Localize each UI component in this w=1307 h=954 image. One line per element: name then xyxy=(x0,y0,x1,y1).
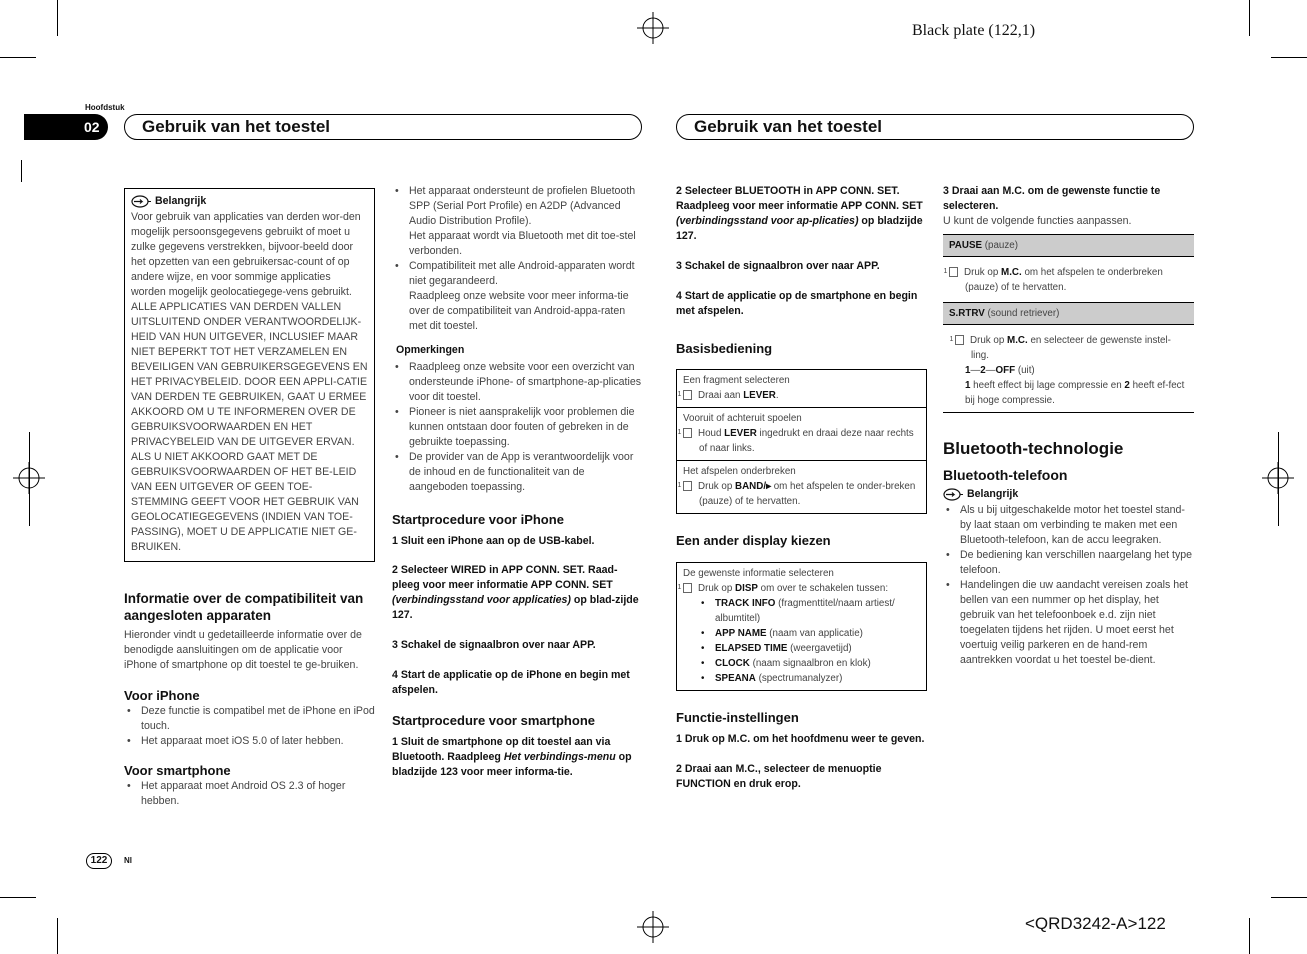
page-number: 122 xyxy=(86,853,112,869)
registration-mark-icon xyxy=(13,462,45,494)
option-key: 2 xyxy=(980,365,986,376)
list-item: • Raadpleeg onze website voor een overzicht van ondersteunde iPhone- of smartphone-ap-plicaties voor dit toestel. xyxy=(392,360,643,405)
step-number-icon: 1 xyxy=(683,481,692,491)
important-label: Belangrijk xyxy=(155,195,207,207)
row-text-part: Druk op xyxy=(698,481,736,492)
pause-row-header xyxy=(943,234,1194,257)
registration-mark-icon xyxy=(637,911,669,943)
step-3: 3 Draai aan M.C. om de gewenste functie te selecteren. xyxy=(943,185,1161,212)
row-title: Het afspelen onderbreken xyxy=(683,466,796,477)
func-desc: (pauze) xyxy=(982,240,1018,251)
column-4 xyxy=(943,184,1194,668)
plate-label: Black plate (122,1) xyxy=(912,22,1036,39)
option-desc: (uit) xyxy=(1015,365,1035,376)
step-1: 1 Sluit een iPhone aan op de USB-kabel. xyxy=(392,535,595,547)
important-text: Voor gebruik van applicaties van derden wor-den mogelijk persoonsgegevens gebruikt of moet u zulke gegevens verstrekken, bijvoor-beeld door het opzetten van een gebruikersac-count of op andere wijze, en voor sommige applicaties worden mogelijk geolocatiegege-vens gebruikt. xyxy=(131,211,361,298)
crop-mark xyxy=(1249,918,1250,954)
list-item xyxy=(392,259,643,334)
step-3: 3 Schakel de signaalbron over naar APP. xyxy=(676,260,880,272)
list-item xyxy=(699,656,920,671)
list-item-text: Het apparaat ondersteunt de profielen Bluetooth SPP (Serial Port Profile) en A2DP (Advanced Audio Distribution Profile). xyxy=(409,185,636,227)
compat-heading: Informatie over de compatibiliteit van aangesloten apparaten xyxy=(124,591,364,623)
option-key: CLOCK xyxy=(715,658,750,669)
row-text xyxy=(677,388,920,403)
list-item-text: Raadpleeg onze website voor meer informa-tie over de compatibiliteit van Android-appa-raten met dit toestel. xyxy=(409,290,629,332)
func-step-2: 2 Draai aan M.C., selecteer de menuoptie FUNCTION en druk erop. xyxy=(676,763,882,790)
important-box xyxy=(124,188,375,562)
step-number-icon: 1 xyxy=(683,583,692,593)
row-text xyxy=(677,426,920,456)
row-text-part: ingedrukt en draai deze naar rechts of naar links. xyxy=(699,428,914,454)
smartphone-list xyxy=(124,779,375,809)
step-text: 2 Selecteer WIRED in APP CONN. SET. Raad-pleeg voor meer informatie APP CONN. SET xyxy=(392,564,618,591)
document-code: <QRD3242-A>122 xyxy=(1025,914,1166,933)
list-item: • Als u bij uitgeschakelde motor het toestel stand-by laat staan om verbinding te maken met een Bluetooth-telefoon, kan de accu leegraken. xyxy=(943,503,1194,548)
row-text-part: . xyxy=(775,390,779,401)
bt-phone-heading: Bluetooth-telefoon xyxy=(943,467,1068,483)
column-3 xyxy=(676,184,927,792)
step-3: 3 Schakel de signaalbron over naar APP. xyxy=(392,639,596,651)
func-step-1: 1 Druk op M.C. om het hoofdmenu weer te geven. xyxy=(676,733,925,745)
option-desc: (naam van applicatie) xyxy=(766,628,863,639)
pause-row-text xyxy=(943,257,1194,303)
crop-mark xyxy=(0,897,36,898)
row-text-part: Druk op xyxy=(970,335,1008,346)
crop-mark xyxy=(21,160,22,182)
option-key: ELAPSED TIME xyxy=(715,643,788,654)
list-item: • Het apparaat moet Android OS 2.3 of hoger hebben. xyxy=(124,779,375,809)
list-item: • Het apparaat moet iOS 5.0 of later hebben. xyxy=(124,734,375,749)
step-text: 2 Selecteer BLUETOOTH in APP CONN. SET. Raadpleeg voor meer informatie APP CONN. SET xyxy=(676,185,923,212)
list-item xyxy=(699,626,920,641)
option-desc: (spectrumanalyzer) xyxy=(755,673,843,684)
option-key: TRACK INFO xyxy=(715,598,776,609)
option-key: 1 xyxy=(965,380,971,391)
row-key: BAND/ xyxy=(735,481,767,492)
crop-mark xyxy=(0,57,36,58)
list-item: • De provider van de App is verantwoordelijk voor de inhoud en de functionaliteit van de aangeboden toepassing. xyxy=(392,450,643,495)
sp-step-1 xyxy=(392,735,643,780)
row-text xyxy=(677,581,920,596)
basis-table xyxy=(676,369,927,514)
row-text-part: Druk op xyxy=(964,267,1002,278)
registration-mark-icon xyxy=(637,12,669,44)
step-number-icon: 1 xyxy=(955,335,964,345)
step-text: 1 Sluit de smartphone op dit toestel aan via Bluetooth. Raadpleeg xyxy=(392,736,611,763)
step-text: op bladzijde 127. xyxy=(676,215,923,242)
func-key: S.RTRV xyxy=(949,308,985,319)
option-desc: (naam signaalbron en klok) xyxy=(749,658,871,669)
profile-list xyxy=(392,184,643,334)
step-4: 4 Start de applicatie op de iPhone en begin met afspelen. xyxy=(392,669,630,696)
bt-heading: Bluetooth-technologie xyxy=(943,439,1124,458)
display-heading: Een ander display kiezen xyxy=(676,533,831,548)
notes-heading: Opmerkingen xyxy=(396,344,465,356)
func-desc: (sound retriever) xyxy=(984,308,1060,319)
row-text-part: Houd xyxy=(698,428,725,439)
func-key: PAUSE xyxy=(949,240,983,251)
table-row xyxy=(677,460,926,513)
option-desc: heeft effect bij lage compressie en xyxy=(970,380,1125,391)
step-ref: (verbindingsstand voor ap-plicaties) xyxy=(676,215,859,227)
list-item xyxy=(699,641,920,656)
iphone-heading: Voor iPhone xyxy=(124,688,200,703)
step-number-icon: 1 xyxy=(683,390,692,400)
option-desc: (fragmenttitel/naam artiest/ albumtitel) xyxy=(715,598,895,624)
row-title: Een fragment selecteren xyxy=(683,375,790,386)
row-text-part: om het afspelen te onderbreken (pauze) of te hervatten. xyxy=(965,267,1163,293)
row-text-part: Draai aan xyxy=(698,390,744,401)
list-item: • Deze functie is compatibel met de iPhone en iPod touch. xyxy=(124,704,375,734)
step-text: op blad-zijde 127. xyxy=(392,594,639,621)
right-page-title: Gebruik van het toestel xyxy=(676,114,1194,140)
option-desc: heeft ef-fect bij hoge compressie. xyxy=(965,380,1185,406)
step-ref: Het verbindings-menu xyxy=(503,751,616,763)
row-title: Vooruit of achteruit spoelen xyxy=(683,413,802,424)
basis-heading: Basisbediening xyxy=(676,341,773,356)
row-key: LEVER xyxy=(724,428,757,439)
row-text-part: en selecteer de gewenste instel-ling. xyxy=(971,335,1171,361)
srtrv-options: 1—2—OFF (uit) xyxy=(965,365,1035,376)
row-text xyxy=(677,479,920,509)
iphone-list xyxy=(124,704,375,749)
step-text: op bladzijde 123 voor meer informa-tie. xyxy=(392,751,632,778)
important-header xyxy=(131,194,368,209)
row-key: DISP xyxy=(735,583,758,594)
table-row xyxy=(677,370,926,407)
srtrv-explain xyxy=(949,378,1188,408)
list-item-text: Het apparaat wordt via Bluetooth met dit toe-stel verbonden. xyxy=(409,230,636,257)
crop-mark xyxy=(1271,57,1307,58)
list-item: • De bediening kan verschillen naargelang het type telefoon. xyxy=(943,548,1194,578)
option-key: 2 xyxy=(1124,380,1130,391)
language-code: Nl xyxy=(124,856,132,865)
list-item: • Handelingen die uw aandacht vereisen zoals het bellen van een nummer op het display, het gebruik van het telefoonboek e.d. zijn niet toegelaten tijdens het rijden. U moet eerst het voertuig veilig parkeren en de hand-rem aantrekken voordat u het toestel be-dient. xyxy=(943,578,1194,668)
step-4: 4 Start de applicatie op de smartphone en begin met afspelen. xyxy=(676,290,918,317)
play-pause-icon: ▸ xyxy=(766,481,771,492)
step-ref: (verbindingsstand voor applicaties) xyxy=(392,594,571,606)
list-item xyxy=(699,671,920,686)
step-number-icon: 1 xyxy=(949,267,958,277)
step-2 xyxy=(676,184,927,244)
option-key: APP NAME xyxy=(715,628,767,639)
list-item-text: Compatibiliteit met alle Android-apparaten wordt niet gegarandeerd. xyxy=(409,260,635,287)
list-item: • Pioneer is niet aansprakelijk voor problemen die kunnen ontstaan door fouten of gebreken in de gebruikte toepassing. xyxy=(392,405,643,450)
smartphone-heading: Voor smartphone xyxy=(124,763,231,778)
important-hand-icon xyxy=(943,488,963,501)
crop-mark xyxy=(57,0,58,36)
row-title: De gewenste informatie selecteren xyxy=(683,568,834,579)
crop-mark xyxy=(1271,897,1307,898)
srtrv-row-text xyxy=(943,325,1194,413)
list-item xyxy=(699,596,920,626)
row-key: M.C. xyxy=(1007,335,1028,346)
chapter-label: Hoofdstuk xyxy=(85,103,125,112)
option-key: OFF xyxy=(995,365,1016,376)
table-row xyxy=(677,407,926,460)
bt-list xyxy=(943,503,1194,668)
left-page-title: Gebruik van het toestel xyxy=(124,114,642,140)
important-hand-icon xyxy=(131,195,151,208)
chapter-number: 02 xyxy=(24,114,108,140)
step-2 xyxy=(392,563,643,623)
row-text xyxy=(949,333,1188,363)
step-number-icon: 1 xyxy=(683,428,692,438)
column-1 xyxy=(124,188,375,809)
important-label: Belangrijk xyxy=(967,488,1019,500)
list-item xyxy=(392,184,643,259)
iphone-start-heading: Startprocedure voor iPhone xyxy=(392,512,564,527)
crop-mark xyxy=(57,918,58,954)
option-key: SPEANA xyxy=(715,673,756,684)
row-key: LEVER xyxy=(743,390,776,401)
row-key: M.C. xyxy=(1001,267,1022,278)
srtrv-row-header xyxy=(943,303,1194,325)
registration-mark-icon xyxy=(1262,462,1294,494)
table-row xyxy=(677,563,926,690)
smartphone-start-heading: Startprocedure voor smartphone xyxy=(392,713,595,728)
compat-text: Hieronder vindt u gedetailleerde informatie over de benodigde aansluitingen om de applicatie voor iPhone of smartphone op dit toestel te ge-bruiken. xyxy=(124,629,362,671)
crop-mark xyxy=(1249,0,1250,36)
row-text-part: om over te schakelen tussen: xyxy=(757,583,889,594)
notes-list xyxy=(392,360,643,495)
display-options xyxy=(683,596,920,686)
intro-text: U kunt de volgende functies aanpassen. xyxy=(943,215,1132,227)
option-key: 1 xyxy=(965,365,971,376)
option-desc: (weergavetijd) xyxy=(787,643,852,654)
row-text-part: Druk op xyxy=(698,583,736,594)
important-disclaimer: ALLE APPLICATIES VAN DERDEN VALLEN UITSLUITEND ONDER VERANTWOORDELIJK-HEID VAN HUN UITGEVER, INCLUSIEF MAAR NIET BEPERKT TOT HET VERZAMELEN EN BEVEILIGEN VAN GEBRUIKERSGEGEVENS EN HET PRIVACYBELEID. DOOR EEN APPLI-CATIE VAN DERDEN TE GEBRUIKEN, GAAT U ERMEE AKKOORD OM U TE INFORMEREN OVER DE GEBRUIKSVOORWAARDEN EN HET PRIVACYBELEID VAN DE UITGEVER ERVAN. ALS U NIET AKKOORD GAAT MET DE GEBRUIKSVOORWAARDEN OF HET BE-LEID VAN EEN UITGEVER OF GEEN TOE-STEMMING GEEFT VOOR HET GEBRUIK VAN GEOLOCATIEGEGEVENS (INDIEN VAN TOE-PASSING), MOET U DE APPLICATIE NIET GE-BRUIKEN. xyxy=(131,301,368,553)
func-heading: Functie-instellingen xyxy=(676,710,799,725)
display-table xyxy=(676,562,927,691)
important-header xyxy=(943,487,1194,502)
row-text-part: om het afspelen te onder-breken (pauze) of te hervatten. xyxy=(699,481,916,507)
column-2 xyxy=(392,184,643,780)
